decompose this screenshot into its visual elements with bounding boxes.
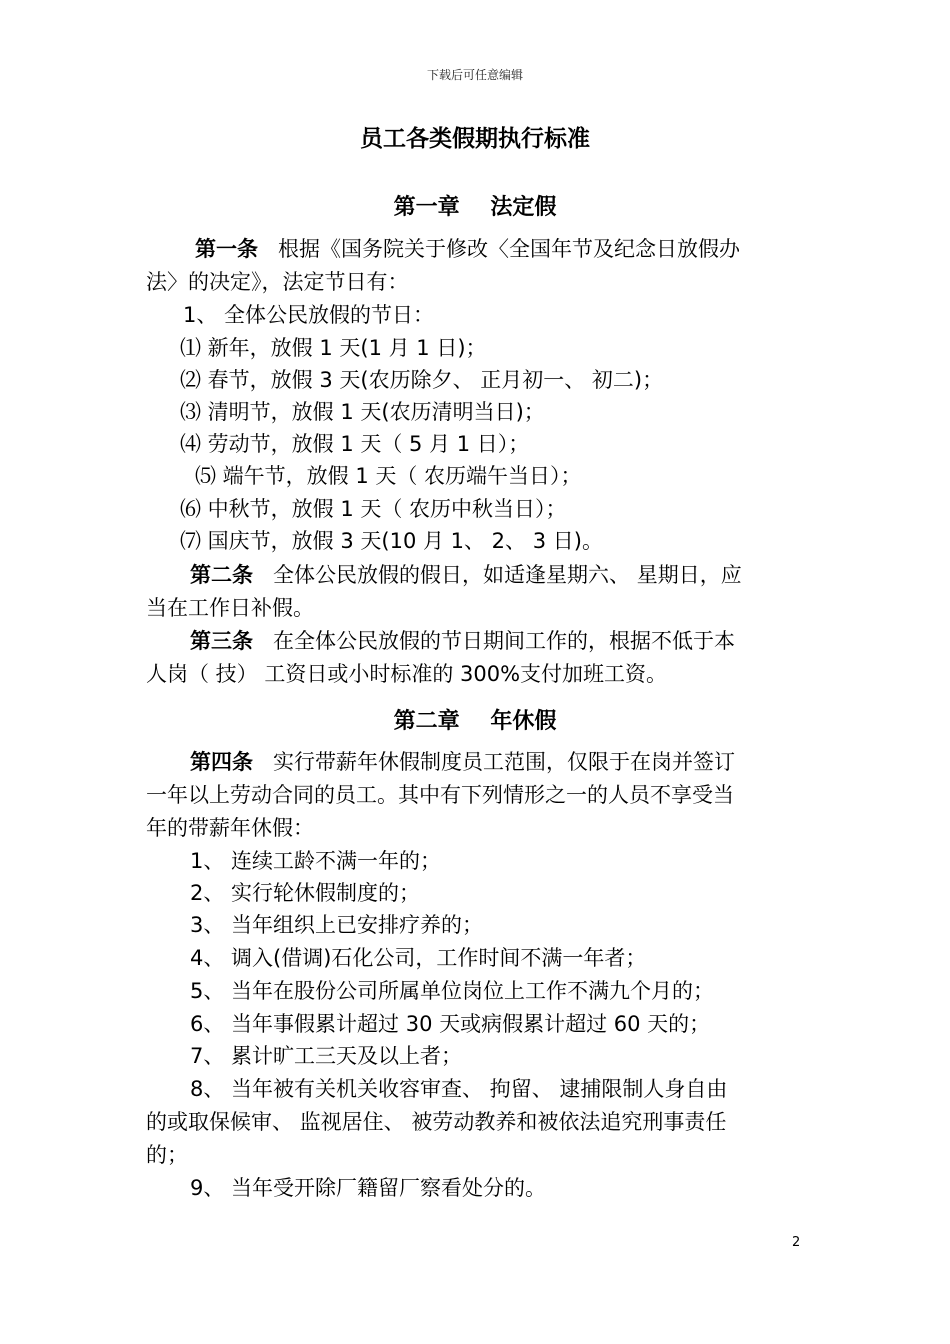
chapter-1-name: 法定假	[490, 195, 557, 220]
holiday-item: ⑶ 清明节，放假 1 天(农历清明当日)；	[180, 400, 545, 424]
article-2-label: 第二条	[190, 563, 253, 587]
article-2-text-1: 全体公民放假的假日，如适逢星期六、 星期日，应	[273, 563, 742, 587]
chapter-1-heading	[0, 190, 950, 221]
holiday-item: ⑹ 中秋节，放假 1 天（ 农历中秋当日）；	[180, 497, 567, 521]
list-item-continuation: 的；	[146, 1143, 188, 1167]
holiday-item: ⑸ 端午节，放假 1 天（ 农历端午当日）；	[195, 464, 582, 488]
holiday-item: ⑵ 春节，放假 3 天(农历除夕、 正月初一、 初二)；	[180, 368, 664, 392]
article-1-line-1	[195, 235, 740, 263]
chapter-2-label: 第二章	[393, 709, 460, 734]
list-item: 8、 当年被有关机关收容审查、 拘留、 逮捕限制人身自由	[190, 1077, 728, 1101]
article-3-line-2: 人岗（ 技） 工资日或小时标准的 300%支付加班工资。	[146, 662, 668, 686]
article-1-label: 第一条	[195, 237, 258, 261]
article-2-line-1	[190, 561, 742, 589]
article-4-line-1	[190, 748, 735, 776]
holiday-item: ⑴ 新年，放假 1 天(1 月 1 日)；	[180, 336, 487, 360]
list-item: 3、 当年组织上已安排疗养的；	[190, 913, 484, 937]
chapter-1-label: 第一章	[393, 195, 460, 220]
page-number: 2	[792, 1235, 801, 1250]
article-4-text-1: 实行带薪年休假制度员工范围，仅限于在岗并签订	[273, 750, 736, 774]
article-3-label: 第三条	[190, 629, 253, 653]
holiday-item: ⑷ 劳动节，放假 1 天（ 5 月 1 日）；	[180, 432, 530, 456]
article-4-label: 第四条	[190, 750, 253, 774]
article-4-line-3: 年的带薪年休假：	[146, 816, 314, 840]
list-item: 7、 累计旷工三天及以上者；	[190, 1044, 463, 1068]
page-header: 下载后可任意编辑	[426, 68, 523, 82]
list-item: 4、 调入(借调)石化公司，工作时间不满一年者；	[190, 946, 647, 970]
list-item: 9、 当年受开除厂籍留厂察看处分的。	[190, 1176, 547, 1200]
holiday-item: ⑺ 国庆节，放假 3 天(10 月 1、 2、 3 日)。	[180, 529, 603, 553]
article-1-line-2: 法〉的决定》，法定节日有：	[146, 270, 409, 294]
article-2-line-2: 当在工作日补假。	[146, 596, 314, 620]
list-item: 1、 连续工龄不满一年的；	[190, 849, 442, 873]
article-3-line-1	[190, 627, 735, 655]
list-item: 5、 当年在股份公司所属单位岗位上工作不满九个月的；	[190, 979, 715, 1003]
article-4-line-2: 一年以上劳动合同的员工。其中有下列情形之一的人员不享受当	[146, 783, 734, 807]
list-item: 2、 实行轮休假制度的；	[190, 881, 421, 905]
document-title: 员工各类假期执行标准	[360, 126, 590, 152]
chapter-2-name: 年休假	[490, 709, 557, 734]
list-item-continuation: 的或取保候审、 监视居住、 被劳动教养和被依法追究刑事责任	[146, 1110, 727, 1134]
article-1-item-1: 1、 全体公民放假的节日：	[183, 303, 435, 327]
chapter-2-heading	[0, 704, 950, 735]
article-3-text-1: 在全体公民放假的节日期间工作的，根据不低于本	[273, 629, 736, 653]
article-1-text-1: 根据《国务院关于修改〈全国年节及纪念日放假办	[278, 237, 741, 261]
list-item: 6、 当年事假累计超过 30 天或病假累计超过 60 天的；	[190, 1012, 711, 1036]
